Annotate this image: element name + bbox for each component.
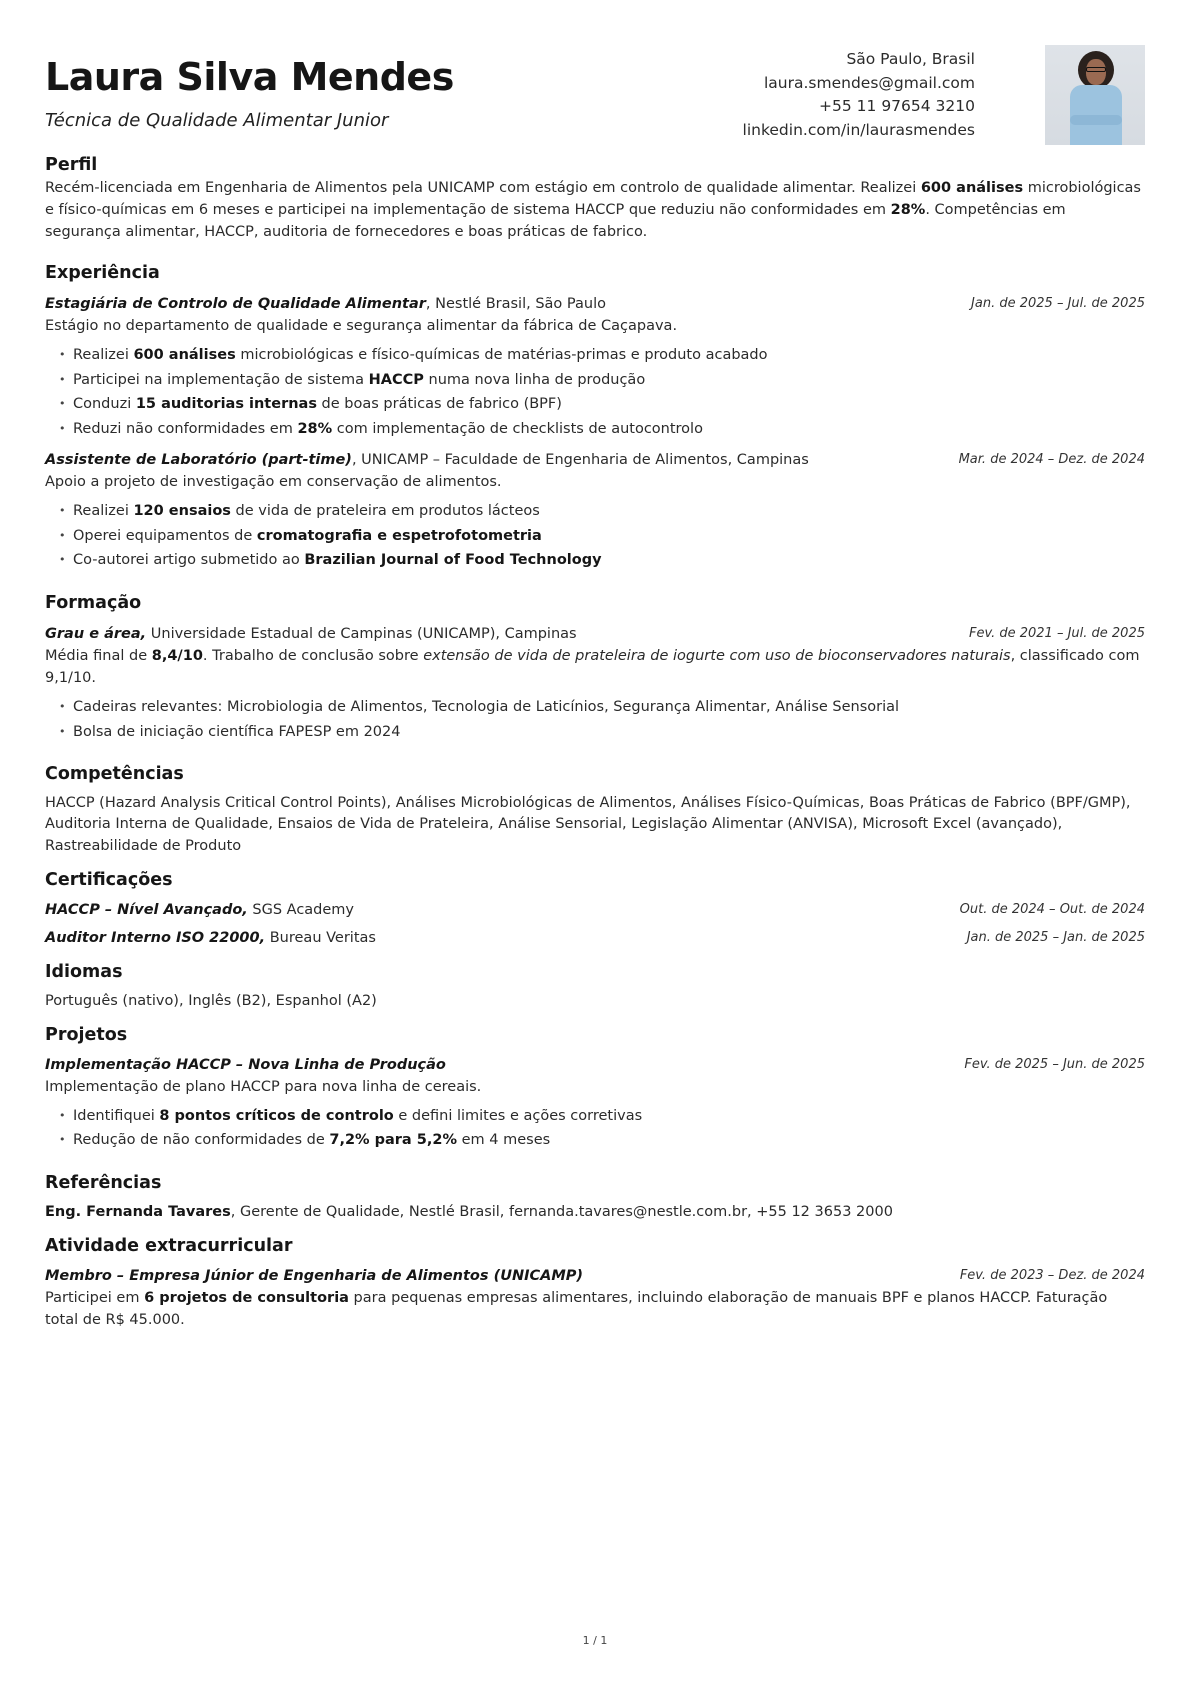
entry-date: Fev. de 2025 – Jun. de 2025 xyxy=(964,1056,1145,1072)
bullet-item: • Identifiquei 8 pontos críticos de controlo e defini limites e ações corretivas xyxy=(73,1104,1145,1129)
project-title: Implementação HACCP – Nova Linha de Produção xyxy=(45,1056,446,1073)
entry-summary: Média final de 8,4/10. Trabalho de conclusão sobre extensão de vida de prateleira de iogurte com uso de bioconservadores naturais, classificado com 9,1/10. xyxy=(45,648,1140,686)
contact-email[interactable]: laura.smendes@gmail.com xyxy=(764,73,975,92)
bullet-item: • Co-autorei artigo submetido ao Brazilian Journal of Food Technology xyxy=(73,548,1145,573)
resume-header xyxy=(45,0,1145,150)
section-education xyxy=(45,593,1145,745)
contact-linkedin[interactable]: linkedin.com/in/laurasmendes xyxy=(742,120,975,139)
entry-date: Mar. de 2024 – Dez. de 2024 xyxy=(958,452,1145,467)
section-heading: Competências xyxy=(45,764,184,784)
entry-header xyxy=(45,449,1145,471)
bullet-item: • Realizei 600 análises microbiológicas e físico-químicas de matérias-primas e produto acabado xyxy=(73,343,1145,368)
contact-phone: +55 11 97654 3210 xyxy=(819,97,975,115)
section-heading: Atividade extracurricular xyxy=(45,1236,293,1256)
entry-header xyxy=(45,1054,1145,1076)
entry-role: Assistente de Laboratório (part-time) xyxy=(45,452,352,468)
section-references xyxy=(45,1173,1145,1224)
section-projects xyxy=(45,1025,1145,1153)
candidate-name xyxy=(45,55,454,99)
experience-entry xyxy=(45,293,1145,441)
entry-date: Jan. de 2025 – Jan. de 2025 xyxy=(966,929,1145,945)
entry-date: Out. de 2024 – Out. de 2024 xyxy=(959,901,1145,917)
entry-bullets xyxy=(45,695,1145,744)
section-heading: Certificações xyxy=(45,870,173,890)
section-experience xyxy=(45,263,1145,573)
section-heading: Referências xyxy=(45,1172,162,1193)
entry-role: Grau e área, xyxy=(45,626,147,642)
activity-title: Membro – Empresa Júnior de Engenharia de Alimentos (UNICAMP) xyxy=(45,1267,584,1284)
bullet-item: • Conduzi 15 auditorias internas de boas práticas de fabrico (BPF) xyxy=(73,392,1145,417)
bullet-item: • Reduzi não conformidades em 28% com implementação de checklists de autocontrolo xyxy=(73,417,1145,442)
entry-date: Fev. de 2023 – Dez. de 2024 xyxy=(959,1267,1145,1283)
section-heading: Idiomas xyxy=(45,961,123,982)
candidate-name-text: Laura Silva Mendes xyxy=(45,55,454,99)
entry-header xyxy=(45,1265,1145,1287)
entry-bullets xyxy=(45,499,1145,573)
bullet-item: • Bolsa de iniciação científica FAPESP em 2024 xyxy=(73,720,1145,745)
section-skills xyxy=(45,764,1145,857)
project-summary: Implementação de plano HACCP para nova linha de cereais. xyxy=(45,1078,482,1095)
entry-date: Fev. de 2021 – Jul. de 2025 xyxy=(968,626,1145,641)
section-extracurricular xyxy=(45,1236,1145,1331)
certification-item: HACCP – Nível Avançado, SGS Academy Out. de 2024 – Out. de 2024 xyxy=(45,899,1145,921)
entry-summary: Apoio a projeto de investigação em conservação de alimentos. xyxy=(45,474,502,490)
entry-date: Jan. de 2025 – Jul. de 2025 xyxy=(971,296,1145,311)
languages-text: Português (nativo), Inglês (B2), Espanhol (A2) xyxy=(45,993,377,1009)
entry-header xyxy=(45,623,1145,645)
section-heading: Formação xyxy=(45,592,142,613)
education-entry xyxy=(45,623,1145,744)
entry-summary: Estágio no departamento de qualidade e segurança alimentar da fábrica de Caçapava. xyxy=(45,318,678,334)
reference-item: Eng. Fernanda Tavares, Gerente de Qualidade, Nestlé Brasil, fernanda.tavares@nestle.com.br, +55 12 3653 2000 xyxy=(45,1204,893,1220)
candidate-title: Técnica de Qualidade Alimentar Junior xyxy=(45,110,389,131)
entry-role: Estagiária de Controlo de Qualidade Alimentar xyxy=(45,296,426,312)
section-heading: Perfil xyxy=(45,155,98,175)
contact-block xyxy=(743,48,975,142)
certification-item: Auditor Interno ISO 22000, Bureau Veritas Jan. de 2025 – Jan. de 2025 xyxy=(45,927,1145,949)
entry-org: , Nestlé Brasil, São Paulo xyxy=(425,296,606,312)
bullet-item: • Participei na implementação de sistema HACCP numa nova linha de produção xyxy=(73,368,1145,393)
section-profile xyxy=(45,155,1145,243)
entry-bullets xyxy=(45,343,1145,441)
experience-entry xyxy=(45,449,1145,573)
bullet-item: • Realizei 120 ensaios de vida de prateleira em produtos lácteos xyxy=(73,499,1145,524)
profile-photo xyxy=(1045,45,1145,145)
skills-text: HACCP (Hazard Analysis Critical Control Points), Análises Microbiológicas de Alimentos, Análises Físico-Químicas, Boas Práticas de Fabrico (BPF/GMP), Auditoria Interna de Qualidade, Ensaios de Vida de Prateleira, Análise Sensorial, Legislação Alimentar (ANVISA), Microsoft Excel (avançado), Rastreabilidade de Produto xyxy=(45,794,1131,854)
section-heading: Projetos xyxy=(45,1025,128,1045)
page-number: 1 / 1 xyxy=(582,1634,608,1647)
entry-bullets xyxy=(45,1104,1145,1153)
section-languages xyxy=(45,962,1145,1013)
section-certifications xyxy=(45,870,1145,949)
bullet-item: • Operei equipamentos de cromatografia e espetrofotometria xyxy=(73,524,1145,549)
contact-location: São Paulo, Brasil xyxy=(846,50,975,68)
activity-summary: Participei em 6 projetos de consultoria para pequenas empresas alimentares, incluindo elaboração de manuais BPF e planos HACCP. Faturação total de R$ 45.000. xyxy=(45,1289,1108,1328)
entry-org: Universidade Estadual de Campinas (UNICAMP), Campinas xyxy=(146,626,577,642)
resume-page xyxy=(45,0,1145,1331)
bullet-item: • Redução de não conformidades de 7,2% para 5,2% em 4 meses xyxy=(73,1128,1145,1153)
entry-header xyxy=(45,293,1145,315)
section-heading: Experiência xyxy=(45,262,160,283)
profile-text: Recém-licenciada em Engenharia de Alimentos pela UNICAMP com estágio em controlo de qualidade alimentar. Realizei 600 análises microbiológicas e físico-químicas em 6 meses e participei na implementação de sistema HACCP que reduziu não conformidades em 28%. Competências em segurança alimentar, HACCP, auditoria de fornecedores e boas práticas de fabrico. xyxy=(45,179,1141,240)
entry-org: , UNICAMP – Faculdade de Engenharia de Alimentos, Campinas xyxy=(351,452,809,468)
bullet-item: • Cadeiras relevantes: Microbiologia de Alimentos, Tecnologia de Laticínios, Segurança Alimentar, Análise Sensorial xyxy=(73,695,1145,720)
